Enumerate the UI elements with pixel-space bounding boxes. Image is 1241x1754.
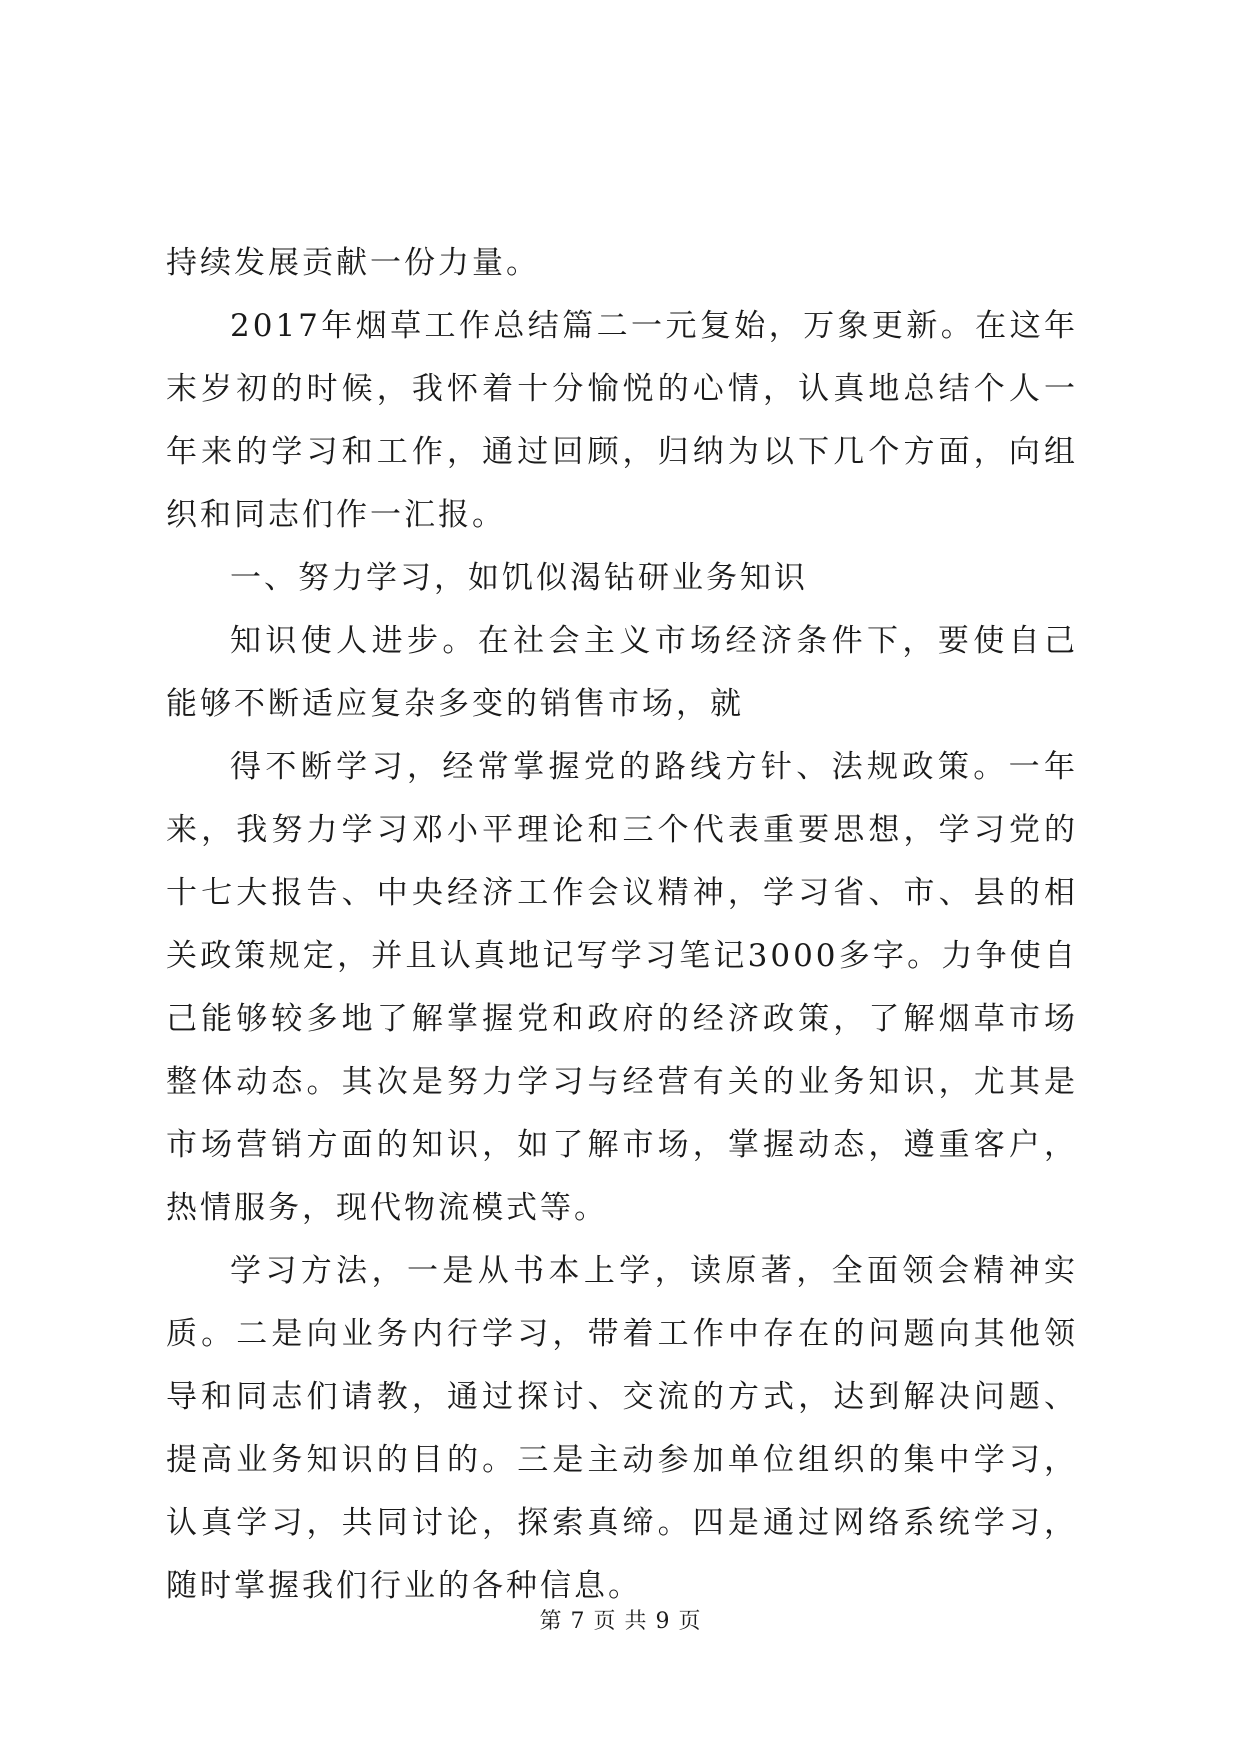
- paragraph-knowledge: 知识使人进步。在社会主义市场经济条件下，要使自己能够不断适应复杂多变的销售市场，就: [166, 623, 1078, 722]
- paragraph-study-methods: 学习方法，一是从书本上学，读原著，全面领会精神实质。二是向业务内行学习，带着工作中存在的问题向其他领导和同志们请教，通过探讨、交流的方式，达到解决问题、提高业务知识的目的。三是主动参加单位组织的集中学习，认真学习，共同讨论，探索真缔。四是通过网络系统学习，随时掌握我们行业的各种信息。: [166, 1253, 1078, 1604]
- document-body: [166, 232, 1078, 1618]
- page-number-footer: 第 7 页 共 9 页: [539, 1609, 702, 1634]
- paragraph-continuation: 持续发展贡献一份力量。: [166, 245, 540, 281]
- paragraph-study-policy: 得不断学习，经常掌握党的路线方针、法规政策。一年来，我努力学习邓小平理论和三个代表重要思想，学习党的十七大报告、中央经济工作会议精神，学习省、市、县的相关政策规定，并且认真地记写学习笔记3000多字。力争使自己能够较多地了解掌握党和政府的经济政策，了解烟草市场整体动态。其次是努力学习与经营有关的业务知识，尤其是市场营销方面的知识，如了解市场，掌握动态，遵重客户，热情服务，现代物流模式等。: [166, 749, 1078, 1226]
- section-heading: 一、努力学习，如饥似渴钻研业务知识: [230, 560, 808, 596]
- paragraph-intro: 2017年烟草工作总结篇二一元复始，万象更新。在这年末岁初的时候，我怀着十分愉悦的心情，认真地总结个人一年来的学习和工作，通过回顾，归纳为以下几个方面，向组织和同志们作一汇报。: [166, 308, 1078, 533]
